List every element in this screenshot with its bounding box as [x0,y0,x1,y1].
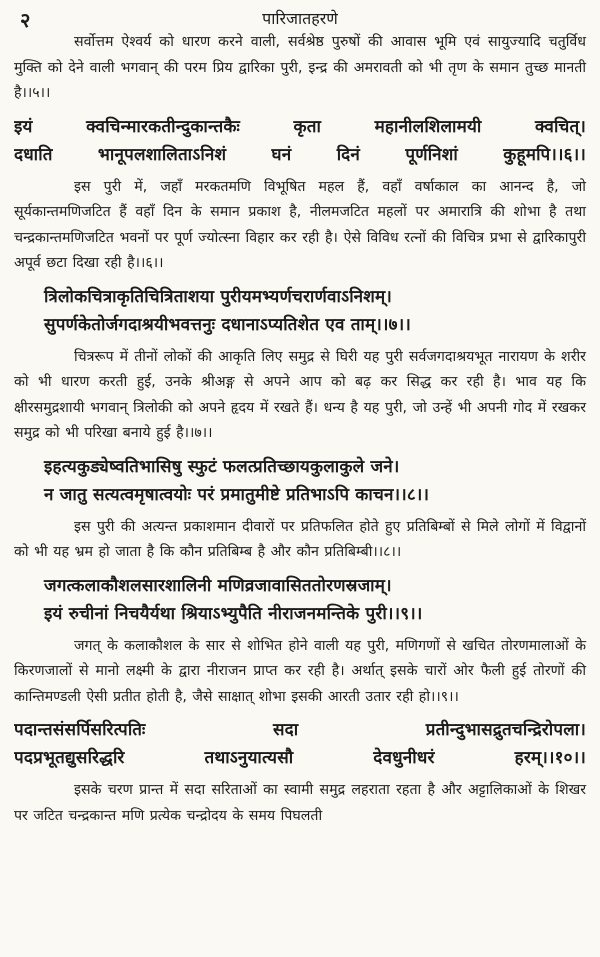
verse-8-line-1: इहत्यकुड्येष्वतिभासिषु स्फुटं फलत्प्रतिच्छायकुलाकुले जने। [44,456,400,477]
running-title: पारिजातहरणे [262,9,338,28]
sanskrit-verse-10 [14,716,586,772]
sanskrit-verse-8 [14,453,586,509]
sanskrit-verse-7 [14,283,586,339]
commentary-verse-10: इसके चरण प्रान्त में सदा सरिताओं का स्वामी समुद्र लहराता रहता है और अट्टालिकाओं के शिखर पर जटित चन्द्रकान्त मणि प्रत्येक चन्द्रोदय के समय पिघलती [14,782,586,824]
page-number: २ [20,8,31,32]
verse-6-line-2: दधाति भानूपलशालिताऽनिशं घनं दिनं पूर्णनिशां कुहूमपि।।६।। [14,144,586,165]
verse-9-line-1: जगत्कलाकौशलसारशालिनी मणिव्रजावासिततोरणस्रजाम्। [44,575,392,596]
verse-10-line-2: पदप्रभूतद्युसरिद्धरि तथाऽनुयात्यसौ देवधुनीधरं हरम्।।१०।। [14,748,586,768]
verse-6-line-1: इयं क्वचिन्मारकतीन्दुकान्तकैः कृता महानीलशिलामयी क्वचित्। [14,116,586,137]
verse-8-line-2: न जातु सत्यत्वमृषात्वयोः परं प्रमातुमीष्टे प्रतिभाऽपि काचन।।८।। [44,484,430,505]
page-header [14,4,586,30]
commentary-verse-7: चित्ररूप में तीनों लोकों की आकृति लिए समुद्र से घिरी यह पुरी सर्वजगदाश्रयभूत नारायण के शरीर को भी धारण करती हुई, उनके श्रीअङ्ग से अपने आप को बढ़ कर सिद्ध कर रही है। भाव यह कि क्षीरसमुद्रशायी भगवान् त्रिलोकी को अपने हृदय में रखते हैं। धन्य है यह पुरी, जो उन्हें भी अपनी गोद में रखकर समुद्र को भी परिखा बनाये हुई है।।७।। [14,348,586,441]
verse-7-line-2: सुपर्णकेतोर्जगदाश्रयीभवत्तनुः दधानाऽप्यतिशेत एव ताम्।।७।। [44,314,411,335]
commentary-verse-5: सर्वोत्तम ऐश्वर्य को धारण करने वाली, सर्वश्रेष्ठ पुरुषों की आवास भूमि एवं सायुज्यादि चतुर्विध मुक्ति को देने वाली भगवान् की परम प्रिय द्वारिका पुरी, इन्द्र की अमरावती को भी तृण के समान तुच्छ मानती है।।५।। [14,34,586,101]
verse-7-line-1: त्रिलोकचित्राकृतिचित्रिताशया पुरीयमभ्यर्णचरार्णवाऽनिशम्। [44,286,393,307]
sanskrit-verse-9 [14,572,586,628]
commentary-verse-6: इस पुरी में, जहाँ मरकतमणि विभूषित महल हैं, वहाँ वर्षाकाल का आनन्द है, जो सूर्यकान्तमणिजटित हैं वहाँ दिन के समान प्रकाश है, नीलमजटित महलों पर अमारात्रि की शोभा है तथा चन्द्रकान्तमणिजटित भवनों पर पूर्ण ज्योत्स्ना विहार कर रही है। ऐसे विविध रत्नों की विचित्र प्रभा से द्वारिकापुरी अपूर्व छटा दिखा रही है।।६।। [14,178,586,271]
sanskrit-verse-6 [14,113,586,169]
commentary-verse-8: इस पुरी की अत्यन्त प्रकाशमान दीवारों पर प्रतिफलित होते हुए प्रतिबिम्बों से मिले लोगों में विद्वानों को भी यह भ्रम हो जाता है कि कौन प्रतिबिम्ब है और कौन प्रतिबिम्बी।।८।। [14,518,586,560]
verse-10-line-1: पदान्तसंसर्पिसरित्पतिः सदा प्रतीन्दुभासद्रुतचन्द्रिरोपला। [14,720,586,740]
commentary-verse-9: जगत् के कलाकौशल के सार से शोभित होने वाली यह पुरी, मणिगणों से खचित तोरणमालाओं के किरणजालों से मानो लक्ष्मी के द्वारा नीराजन प्राप्त कर रही है। अर्थात् इसके चारों ओर फैली हुई तोरणों की कान्तिमण्डली ऐसी प्रतीत होती है, जैसे साक्षात् शोभा इसकी आरती उतार रही हो।।९।। [14,637,586,705]
verse-9-line-2: इयं रुचीनां निचयैर्यथा श्रियाऽभ्युपैति नीराजनमन्तिके पुरी।।९।। [44,603,423,624]
